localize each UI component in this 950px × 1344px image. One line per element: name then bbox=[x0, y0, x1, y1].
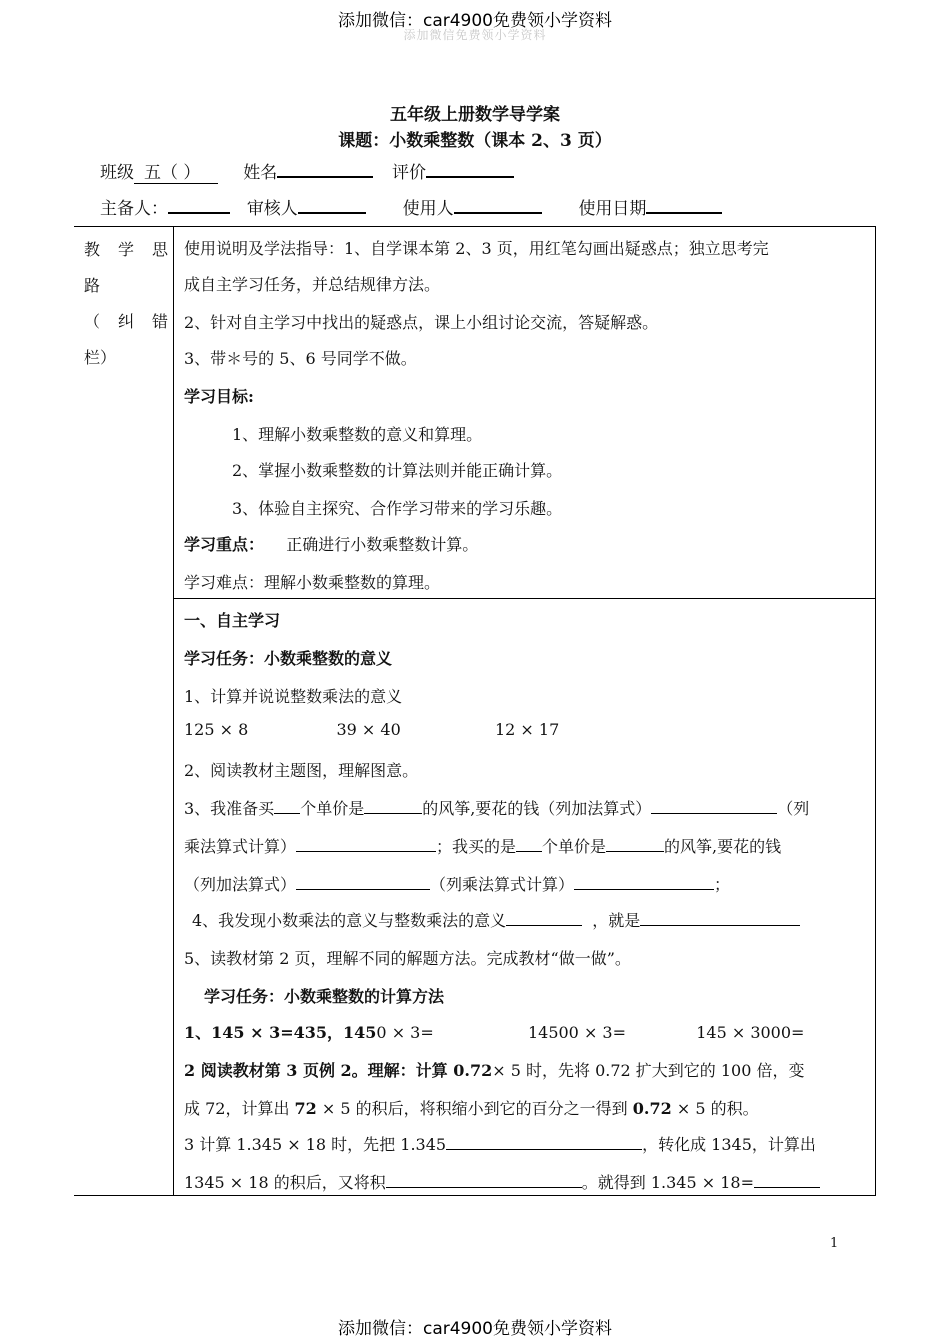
lesson-subtitle: 课题：小数乘整数（课本 2、3 页） bbox=[338, 131, 612, 151]
q4-text: 4、我发现小数乘法的意义与整数乘法的意义 bbox=[192, 911, 507, 930]
calc-method-2-line-2 bbox=[184, 1096, 759, 1119]
question-5: 5、读教材第 2 页，理解不同的解题方法。完成教材“做一做”。 bbox=[184, 949, 631, 968]
table-bottom-border bbox=[74, 1195, 876, 1196]
q3-text: ； bbox=[714, 875, 731, 894]
question-1: 1、计算并说说整数乘法的意义 bbox=[184, 687, 403, 706]
goal-item: 2、掌握小数乘整数的计算法则并能正确计算。 bbox=[232, 461, 563, 480]
key-point bbox=[184, 532, 478, 555]
goals-title: 学习目标: bbox=[184, 387, 254, 406]
q3-text: 乘法算式计算） bbox=[184, 837, 297, 856]
table-column-divider bbox=[173, 226, 174, 1196]
question-2: 2、阅读教材主题图，理解图意。 bbox=[184, 761, 419, 780]
c2-text: × 5 的积。 bbox=[676, 1099, 759, 1118]
q4-text: ，就是 bbox=[592, 911, 641, 930]
class-value: 五（ ） bbox=[134, 163, 218, 184]
c2-text: × 5 时，先将 0.72 扩大到它的 100 倍，变 bbox=[492, 1061, 805, 1080]
question-4 bbox=[192, 908, 800, 931]
calc-item: 12 × 17 bbox=[494, 720, 560, 739]
reviewer-blank[interactable] bbox=[298, 198, 366, 214]
fill-blank[interactable] bbox=[574, 877, 714, 890]
calc-item: 125 × 8 bbox=[184, 720, 249, 739]
date-blank[interactable] bbox=[646, 198, 722, 214]
table-row-divider bbox=[173, 598, 875, 599]
question-3-line-2 bbox=[184, 834, 781, 857]
c3-text: 3 计算 1.345 × 18 时，先把 1.345 bbox=[184, 1135, 447, 1154]
goal-item: 3、体验自主探究、合作学习带来的学习乐趣。 bbox=[232, 499, 563, 518]
eval-blank[interactable] bbox=[426, 162, 514, 178]
c2-text: 成 72，计算出 bbox=[184, 1099, 290, 1118]
guidance-line: 2、针对自主学习中找出的疑惑点，课上小组讨论交流，答疑解惑。 bbox=[184, 313, 659, 332]
c2-text: 72 bbox=[294, 1099, 317, 1118]
c2-text: × 5 的积后，将积缩小到它的百分之一得到 bbox=[321, 1099, 628, 1118]
preparer-blank[interactable] bbox=[168, 198, 230, 214]
fill-blank[interactable] bbox=[640, 913, 800, 926]
name-label: 姓名 bbox=[243, 163, 278, 183]
goal-item: 1、理解小数乘整数的意义和算理。 bbox=[232, 425, 483, 444]
task-title: 学习任务：小数乘整数的计算方法 bbox=[204, 987, 445, 1006]
fill-blank[interactable] bbox=[446, 1137, 642, 1150]
fill-blank[interactable] bbox=[386, 1175, 582, 1188]
fill-blank[interactable] bbox=[606, 839, 664, 852]
table-top-border bbox=[74, 226, 876, 227]
question-3-line-1 bbox=[184, 796, 809, 819]
bottom-watermark: 添加微信：car4900免费领小学资料 bbox=[337, 1319, 613, 1339]
calc-row bbox=[184, 720, 559, 739]
fill-blank[interactable] bbox=[754, 1175, 820, 1188]
c1-text: 145 × 3000= bbox=[696, 1023, 805, 1042]
q3-text: 3、我准备买 bbox=[184, 799, 275, 818]
c3-text: 1345 × 18 的积后，又将积 bbox=[184, 1173, 386, 1192]
c3-text: ，转化成 1345，计算出 bbox=[642, 1135, 816, 1154]
guidance-line: 使用说明及学法指导：1、自学课本第 2、3 页，用红笔勾画出疑惑点；独立思考完 bbox=[184, 239, 769, 258]
fill-blank[interactable] bbox=[296, 877, 430, 890]
info-row-1 bbox=[100, 158, 514, 183]
q3-text: 个单价是 bbox=[300, 799, 365, 818]
left-col-line: 栏） bbox=[84, 348, 117, 367]
key-label: 学习重点： bbox=[184, 535, 265, 554]
c1-text: 1、145 × 3=435，145 bbox=[184, 1023, 377, 1042]
q3-text: （列 bbox=[777, 799, 810, 818]
task-title: 学习任务：小数乘整数的意义 bbox=[184, 649, 393, 668]
left-col-line: 教学思 bbox=[84, 240, 168, 259]
q3-text: 的风筝,要花的钱（列加法算式） bbox=[422, 799, 652, 818]
page-title: 五年级上册数学导学案 bbox=[390, 105, 560, 125]
eval-label: 评价 bbox=[392, 163, 427, 183]
q3-text: （列乘法算式计算） bbox=[430, 875, 575, 894]
fill-blank[interactable] bbox=[364, 801, 422, 814]
fill-blank[interactable] bbox=[274, 801, 300, 814]
c2-text: 2 阅读教材第 3 页例 2。理解：计算 0.72 bbox=[184, 1061, 493, 1080]
q3-text: （列加法算式） bbox=[184, 875, 297, 894]
page-number: 1 bbox=[830, 1236, 839, 1251]
q3-text: 的风筝,要花的钱 bbox=[664, 837, 782, 856]
c3-text: 。就得到 1.345 × 18= bbox=[581, 1173, 754, 1192]
user-label: 使用人 bbox=[402, 199, 454, 219]
table-right-border bbox=[875, 226, 876, 1196]
q3-text: 个单价是 bbox=[542, 837, 607, 856]
fill-blank[interactable] bbox=[651, 801, 777, 814]
c2-text: 0.72 bbox=[632, 1099, 672, 1118]
calc-method-3-line-1 bbox=[184, 1132, 816, 1155]
name-blank[interactable] bbox=[277, 162, 373, 178]
top-watermark: 添加微信：car4900免费领小学资料 bbox=[337, 11, 613, 31]
faint-watermark: 添加微信免费领小学资料 bbox=[403, 28, 547, 42]
guidance-line: 成自主学习任务，并总结规律方法。 bbox=[184, 275, 441, 294]
reviewer-label: 审核人 bbox=[246, 199, 298, 219]
calc-method-1 bbox=[184, 1020, 804, 1043]
info-row-2 bbox=[100, 194, 722, 219]
fill-blank[interactable] bbox=[506, 913, 582, 926]
fill-blank[interactable] bbox=[296, 839, 436, 852]
c1-text: 14500 × 3= bbox=[527, 1023, 627, 1042]
preparer-label: 主备人： bbox=[100, 199, 168, 219]
section-heading: 一、自主学习 bbox=[184, 611, 281, 630]
calc-method-2-line-1 bbox=[184, 1058, 805, 1081]
fill-blank[interactable] bbox=[516, 839, 542, 852]
user-blank[interactable] bbox=[454, 198, 542, 214]
guidance-line: 3、带＊号的 5、6 号同学不做。 bbox=[184, 349, 417, 368]
left-col-line: 路 bbox=[84, 276, 101, 295]
left-col-line: （纠错 bbox=[84, 312, 168, 331]
question-3-line-3 bbox=[184, 872, 730, 895]
calc-item: 39 × 40 bbox=[336, 720, 401, 739]
difficulty: 学习难点：理解小数乘整数的算理。 bbox=[184, 573, 441, 592]
date-label: 使用日期 bbox=[578, 199, 647, 219]
key-text: 正确进行小数乘整数计算。 bbox=[286, 535, 479, 554]
c1-text: 0 × 3= bbox=[376, 1023, 434, 1042]
calc-method-3-line-2 bbox=[184, 1170, 820, 1193]
correction-column bbox=[84, 232, 168, 376]
q3-text: ；我买的是 bbox=[436, 837, 517, 856]
class-label: 班级 bbox=[100, 163, 134, 183]
